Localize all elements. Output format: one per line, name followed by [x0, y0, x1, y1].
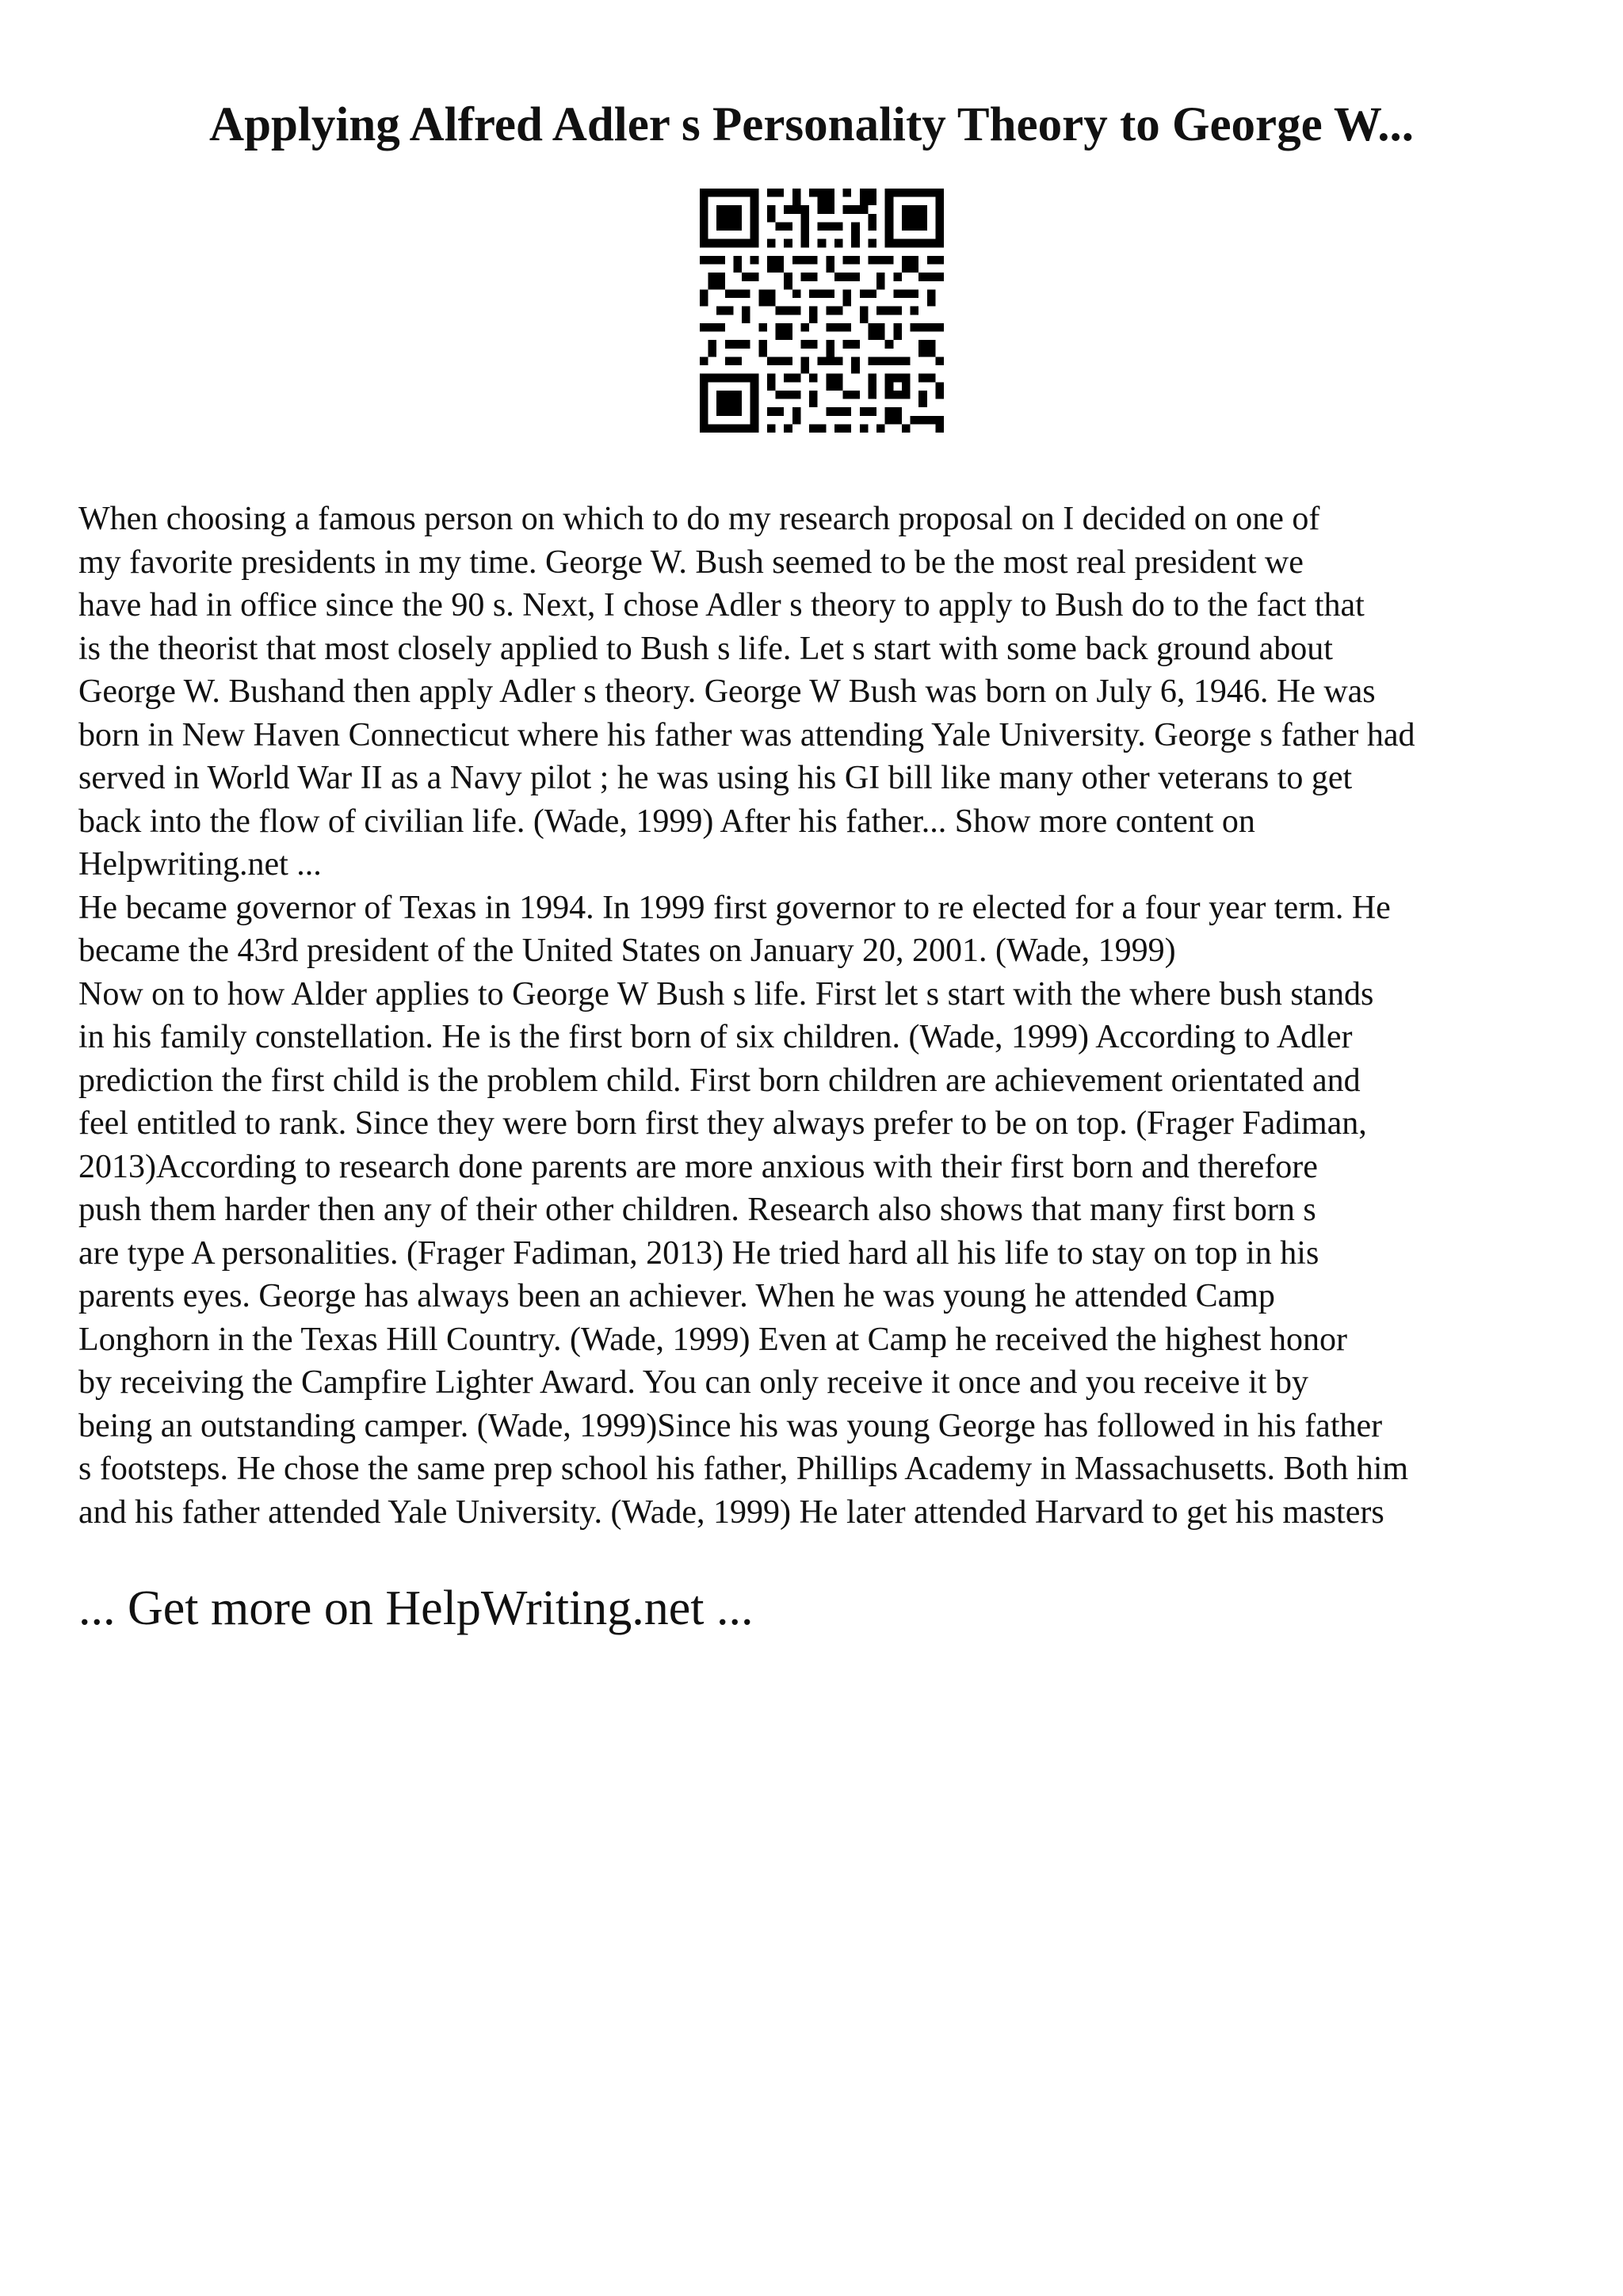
text-line: George W. Bushand then apply Adler s theory. George W Bush was born on July 6, 1946. He was — [78, 673, 1376, 710]
text-line: feel entitled to rank. Since they were born first they always prefer to be on top. (Frager Fadiman, — [78, 1105, 1367, 1142]
text-line: became the 43rd president of the United States on January 20, 2001. (Wade, 1999) — [78, 933, 1176, 969]
text-line: push them harder then any of their other children. Research also shows that many first born s — [78, 1192, 1316, 1228]
page-title: Applying Alfred Adler s Personality Theory to George W... — [209, 98, 1414, 151]
text-line[interactable]: Helpwriting.net ... — [78, 846, 322, 883]
text-line: born in New Haven Connecticut where his father was attending Yale University. George s father had — [78, 716, 1415, 753]
text-line: and his father attended Yale University. (Wade, 1999) He later attended Harvard to get his masters — [78, 1493, 1384, 1531]
text-line: s footsteps. He chose the same prep school his father, Phillips Academy in Massachusetts. Both him — [78, 1451, 1409, 1487]
text-line: is the theorist that most closely applied to Bush s life. Let s start with some back ground about — [78, 630, 1333, 667]
text-line: in his family constellation. He is the first born of six children. (Wade, 1999) According to Adler — [78, 1019, 1353, 1055]
text-line: 2013)According to research done parents are more anxious with their first born and therefore — [78, 1148, 1318, 1185]
text-line: by receiving the Campfire Lighter Award. You can only receive it once and you receive it by — [78, 1364, 1308, 1401]
text-line: are type A personalities. (Frager Fadiman, 2013) He tried hard all his life to stay on top in his — [78, 1234, 1319, 1272]
text-line: being an outstanding camper. (Wade, 1999)Since his was young George has followed in his father — [78, 1407, 1383, 1444]
text-line: When choosing a famous person on which to do my research proposal on I decided on one of — [78, 501, 1320, 537]
get-more-link[interactable]: ... Get more on HelpWriting.net ... — [78, 1581, 754, 1635]
text-line: He became governor of Texas in 1994. In 1999 first governor to re elected for a four year term. He — [78, 889, 1391, 926]
text-line: prediction the first child is the problem child. First born children are achievement orientated and — [78, 1062, 1361, 1099]
text-line: served in World War II as a Navy pilot ; he was using his GI bill like many other veterans to get — [78, 760, 1353, 796]
qr-code-icon — [700, 189, 944, 433]
text-line[interactable]: back into the flow of civilian life. (Wade, 1999) After his father... Show more content on — [78, 803, 1255, 840]
text-line: Longhorn in the Texas Hill Country. (Wade, 1999) Even at Camp he received the highest honor — [78, 1321, 1347, 1358]
text-line: my favorite presidents in my time. George W. Bush seemed to be the most real president we — [78, 543, 1304, 581]
text-line: have had in office since the 90 s. Next, I chose Adler s theory to apply to Bush do to the fact that — [78, 587, 1365, 624]
text-line: parents eyes. George has always been an achiever. When he was young he attended Camp — [78, 1278, 1275, 1314]
article-body — [78, 498, 1584, 1534]
text-line: Now on to how Alder applies to George W Bush s life. First let s start with the where bush stands — [78, 975, 1374, 1013]
